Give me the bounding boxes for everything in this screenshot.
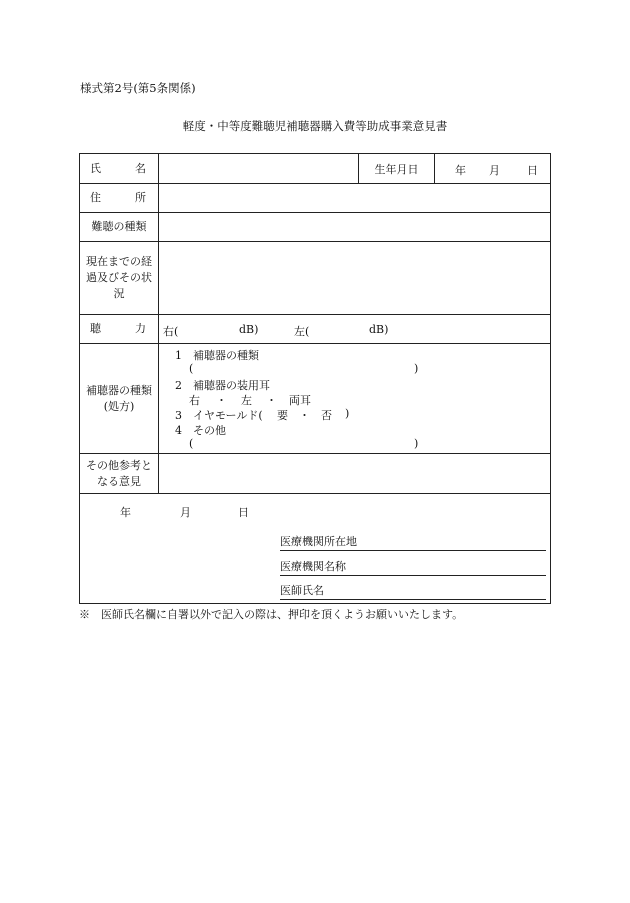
aid-item-2: 2 補聴器の装用耳 bbox=[175, 379, 270, 392]
birth-date-field[interactable] bbox=[434, 154, 552, 183]
institution-address-label: 医療機関所在地 bbox=[280, 535, 357, 548]
row-address bbox=[80, 184, 550, 213]
right-ear-label: 右( bbox=[163, 325, 179, 338]
earmold-dot: ・ bbox=[299, 409, 310, 422]
earmold-not-need-option[interactable]: 否 bbox=[321, 409, 332, 422]
document-title: 軽度・中等度難聴児補聴器購入費等助成事業意見書 bbox=[182, 119, 448, 133]
row-other-opinion bbox=[80, 454, 550, 494]
ear-right-option[interactable]: 右 bbox=[189, 394, 200, 407]
institution-name-line[interactable] bbox=[280, 559, 546, 576]
institution-name-label: 医療機関名称 bbox=[280, 560, 346, 573]
label-hearing-type: 難聴の種類 bbox=[80, 213, 159, 241]
label-name-b: 名 bbox=[135, 161, 146, 175]
form-number: 様式第2号(第5条関係) bbox=[80, 81, 196, 95]
ear-dot-2: ・ bbox=[266, 394, 277, 407]
birth-label: 生年月日 bbox=[374, 162, 419, 176]
aid-type-open: ( bbox=[189, 362, 194, 375]
earmold-close: ) bbox=[345, 407, 350, 420]
aid-item-3: 3 イヤモールド( bbox=[175, 409, 263, 422]
row-hearing-aid bbox=[80, 344, 550, 454]
label-hearing-a: 聴 bbox=[90, 322, 101, 335]
sign-year: 年 bbox=[120, 506, 131, 519]
sign-day: 日 bbox=[238, 506, 249, 519]
label-address bbox=[80, 184, 159, 212]
label-address-a: 住 bbox=[90, 191, 101, 204]
left-ear-unit: dB) bbox=[369, 323, 389, 336]
right-ear-unit: dB) bbox=[239, 323, 259, 336]
label-address-b: 所 bbox=[135, 191, 146, 204]
doctor-name-label: 医師氏名 bbox=[280, 584, 324, 597]
ear-left-option[interactable]: 左 bbox=[241, 394, 252, 407]
hearing-aid-field[interactable] bbox=[159, 344, 550, 453]
row-history bbox=[80, 242, 550, 315]
label-other-opinion: その他参考となる意見 bbox=[80, 454, 159, 493]
footnote: ※ 医師氏名欄に自署以外で記入の際は、押印を頂くようお願いいたします。 bbox=[79, 608, 464, 621]
label-name-a: 氏 bbox=[90, 161, 101, 175]
address-field[interactable] bbox=[159, 184, 550, 212]
other-opinion-field[interactable] bbox=[159, 454, 550, 493]
label-history: 現在までの経過及びその状況 bbox=[80, 242, 159, 314]
opinion-form-table bbox=[79, 153, 551, 604]
row-hearing-type bbox=[80, 213, 550, 242]
row-name bbox=[80, 154, 550, 184]
aid-item-1: 1 補聴器の種類 bbox=[175, 349, 259, 362]
birth-year: 年 bbox=[455, 164, 466, 177]
institution-address-line[interactable] bbox=[280, 534, 546, 551]
hearing-level-field[interactable] bbox=[159, 315, 550, 343]
aid-item-4: 4 その他 bbox=[175, 424, 226, 437]
label-hearing-level bbox=[80, 315, 159, 343]
history-field[interactable] bbox=[159, 242, 550, 314]
doctor-name-line[interactable] bbox=[280, 583, 546, 600]
row-hearing-level bbox=[80, 315, 550, 344]
label-hearing-aid: 補聴器の種類(処方) bbox=[80, 344, 159, 453]
birth-month: 月 bbox=[489, 164, 500, 177]
birth-label-cell bbox=[358, 154, 434, 183]
aid-type-close: ) bbox=[414, 362, 419, 375]
ear-dot-1: ・ bbox=[216, 394, 227, 407]
other-open: ( bbox=[189, 437, 194, 450]
label-hearing-b: 力 bbox=[135, 322, 146, 335]
left-ear-label: 左( bbox=[294, 325, 310, 338]
sign-month: 月 bbox=[180, 506, 191, 519]
name-field[interactable] bbox=[159, 154, 358, 183]
hearing-type-field[interactable] bbox=[159, 213, 550, 241]
ear-both-option[interactable]: 両耳 bbox=[289, 394, 311, 407]
label-name bbox=[80, 154, 159, 183]
birth-day: 日 bbox=[527, 164, 538, 177]
earmold-need-option[interactable]: 要 bbox=[277, 409, 288, 422]
other-close: ) bbox=[414, 437, 419, 450]
signature-block bbox=[80, 494, 550, 603]
